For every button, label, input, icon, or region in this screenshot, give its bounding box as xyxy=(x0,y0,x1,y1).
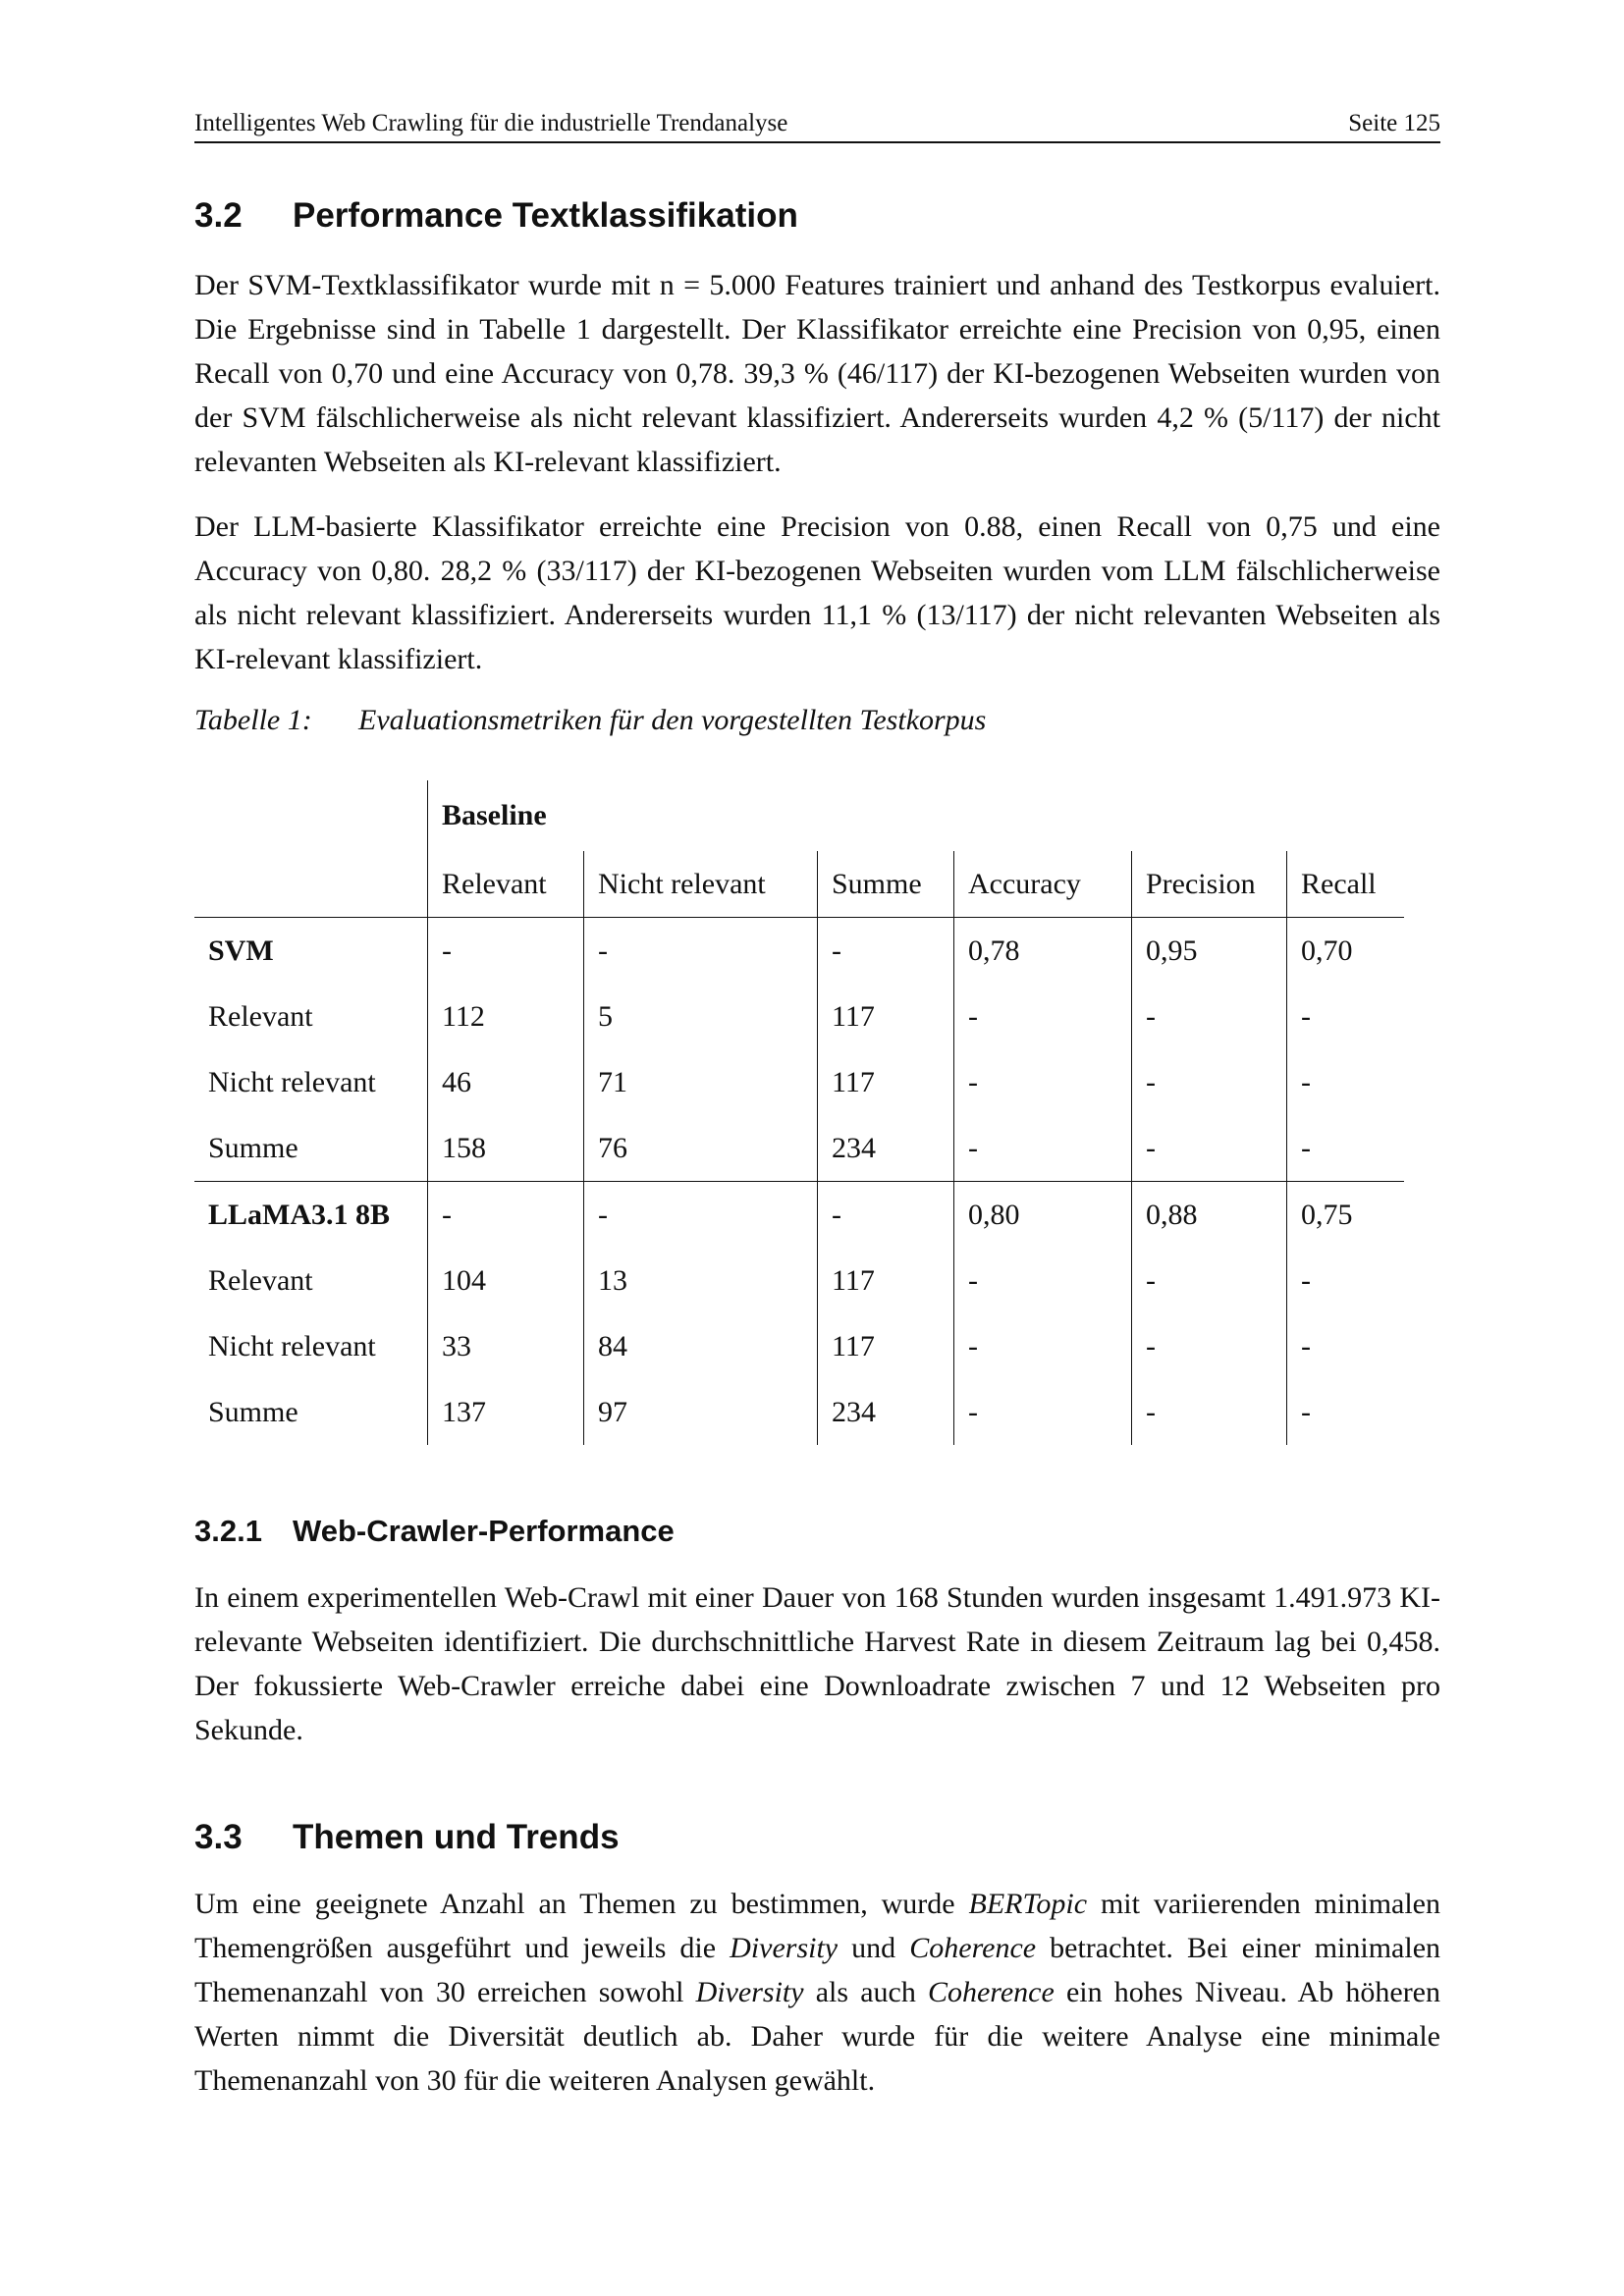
table-header-row xyxy=(194,851,1404,918)
running-header xyxy=(194,110,1440,137)
paragraph-crawler: In einem experimentellen Web-Crawl mit einer Dauer von 168 Stunden wurden insgesamt 1.491.973 KI-relevante Webseiten identifiziert. Die durchschnittliche Harvest Rate in diesem Zeitraum lag bei 0,458. Der fokussierte Web-Crawler erreiche dabei eine Downloadrate zwischen 7 und 12 Webseiten pro Sekunde. xyxy=(194,1581,1440,1746)
running-title: Intelligentes Web Crawling für die industrielle Trendanalyse xyxy=(194,110,788,136)
table-cell: 117 xyxy=(818,1248,954,1313)
table-cell: - xyxy=(1132,1115,1287,1182)
evaluation-table xyxy=(194,780,1404,1445)
caption-label: Tabelle 1: xyxy=(194,704,312,736)
table-cell: 104 xyxy=(428,1248,584,1313)
text: Um eine geeignete Anzahl an Themen zu bestimmen, wurde xyxy=(194,1888,969,1920)
table-cell: - xyxy=(1132,1248,1287,1313)
table-cell: 0,70 xyxy=(1287,918,1405,985)
text: betrachtet. Bei einer minimalen Themenanzahl von 30 erreichen sowohl xyxy=(194,1932,1441,2008)
row-label: SVM xyxy=(208,934,274,967)
section-number: 3.2.1 xyxy=(194,1514,262,1548)
table-cell: - xyxy=(1132,1379,1287,1445)
table-cell: 71 xyxy=(584,1049,818,1115)
table-cell: - xyxy=(954,1049,1132,1115)
table-cell: - xyxy=(428,1182,584,1249)
page-number: Seite 125 xyxy=(1348,110,1440,136)
column-header: Precision xyxy=(1132,851,1287,918)
table-cell: 76 xyxy=(584,1115,818,1182)
section-heading-3-2-1 xyxy=(194,1514,675,1549)
emphasis: BERTopic xyxy=(968,1888,1088,1920)
column-header: Nicht relevant xyxy=(584,851,818,918)
table-cell: - xyxy=(428,918,584,985)
paragraph-llm: Der LLM-basierte Klassifikator erreichte eine Precision von 0.88, einen Recall von 0,75 und eine Accuracy von 0,80. 28,2 % (33/117) der KI-bezogenen Webseiten wurden vom LLM fälschlicherweise als nicht relevant klassifiziert. Andererseits wurden 11,1 % (13/117) der nicht relevanten Webseiten als KI-relevant klassifiziert. xyxy=(194,510,1440,675)
table-cell: 0,88 xyxy=(1132,1182,1287,1249)
table-cell xyxy=(194,780,428,851)
table-row xyxy=(194,918,1404,985)
table-cell: 0,78 xyxy=(954,918,1132,985)
emphasis: Coherence xyxy=(927,1976,1055,2008)
table-cell: 0,80 xyxy=(954,1182,1132,1249)
table-cell: - xyxy=(954,984,1132,1049)
table-row xyxy=(194,1313,1404,1379)
table-cell: 137 xyxy=(428,1379,584,1445)
section-heading-3-2 xyxy=(194,196,798,236)
table-cell: 112 xyxy=(428,984,584,1049)
column-header: Summe xyxy=(818,851,954,918)
table-row xyxy=(194,1115,1404,1182)
header-rule xyxy=(194,141,1440,143)
text: mit variierenden minimalen Themengrößen ausgeführt und jeweils die xyxy=(194,1888,1440,1964)
section-title: Themen und Trends xyxy=(293,1818,620,1856)
table-group-header-row xyxy=(194,780,1404,851)
table-cell: - xyxy=(1287,1379,1405,1445)
table-caption xyxy=(194,704,986,737)
row-label: Relevant xyxy=(208,999,313,1033)
text: ein hohes Niveau. Ab höheren Werten nimmt die Diversität deutlich ab. Daher wurde für die weitere Analyse eine minimale Themenanzahl von 30 für die weiteren Analysen gewählt. xyxy=(194,1976,1440,2097)
section-number: 3.3 xyxy=(194,1818,243,1856)
row-label: LLaMA3.1 8B xyxy=(208,1198,391,1231)
table-cell: 117 xyxy=(818,1313,954,1379)
table-cell: - xyxy=(584,918,818,985)
table-cell: - xyxy=(818,1182,954,1249)
caption-text: Evaluationsmetriken für den vorgestellten Testkorpus xyxy=(358,704,987,736)
table-cell: 234 xyxy=(818,1115,954,1182)
paragraph-topics xyxy=(194,1882,1440,2103)
table-cell: - xyxy=(1287,1115,1405,1182)
table-cell: 0,95 xyxy=(1132,918,1287,985)
paragraph-svm: Der SVM-Textklassifikator wurde mit n = 5.000 Features trainiert und anhand des Testkorpus evaluiert. Die Ergebnisse sind in Tabelle 1 dargestellt. Der Klassifikator erreichte eine Precision von 0,95, einen Recall von 0,70 und eine Accuracy von 0,78. 39,3 % (46/117) der KI-bezogenen Webseiten wurden von der SVM fälschlicherweise als nicht relevant klassifiziert. Andererseits wurden 4,2 % (5/117) der nicht relevanten Webseiten als KI-relevant klassifiziert. xyxy=(194,269,1440,478)
table-row xyxy=(194,1182,1404,1249)
section-title: Performance Textklassifikation xyxy=(293,196,798,235)
table-row xyxy=(194,1379,1404,1445)
column-header: Recall xyxy=(1287,851,1405,918)
table-cell: 84 xyxy=(584,1313,818,1379)
text: als auch xyxy=(803,1976,928,2008)
table-cell: - xyxy=(584,1182,818,1249)
table-row xyxy=(194,1248,1404,1313)
table-row xyxy=(194,1049,1404,1115)
section-heading-3-3 xyxy=(194,1818,620,1857)
section-number: 3.2 xyxy=(194,196,243,235)
section-title: Web-Crawler-Performance xyxy=(293,1514,675,1548)
row-label: Nicht relevant xyxy=(208,1329,376,1362)
row-label: Summe xyxy=(208,1395,298,1428)
emphasis: Coherence xyxy=(909,1932,1037,1964)
table-cell: - xyxy=(1132,984,1287,1049)
table-cell: 33 xyxy=(428,1313,584,1379)
table-cell: 117 xyxy=(818,984,954,1049)
table-cell: - xyxy=(954,1379,1132,1445)
table-cell: - xyxy=(1287,1049,1405,1115)
table-row xyxy=(194,984,1404,1049)
table-cell: - xyxy=(954,1313,1132,1379)
table-cell: 46 xyxy=(428,1049,584,1115)
table-cell: 234 xyxy=(818,1379,954,1445)
table-cell: 117 xyxy=(818,1049,954,1115)
row-label: Summe xyxy=(194,1115,428,1182)
text: und xyxy=(838,1932,910,1964)
table-cell: - xyxy=(1287,1248,1405,1313)
table-cell: 97 xyxy=(584,1379,818,1445)
table-cell: - xyxy=(1132,1049,1287,1115)
row-label: Relevant xyxy=(208,1263,313,1297)
table-cell: - xyxy=(1287,984,1405,1049)
column-header xyxy=(194,851,428,918)
table-cell: - xyxy=(818,918,954,985)
emphasis: Diversity xyxy=(695,1976,804,2008)
row-label: Nicht relevant xyxy=(208,1065,376,1098)
table-cell: - xyxy=(1287,1313,1405,1379)
table-cell: - xyxy=(954,1115,1132,1182)
column-header: Relevant xyxy=(428,851,584,918)
table-cell: 0,75 xyxy=(1287,1182,1405,1249)
table-cell: 13 xyxy=(584,1248,818,1313)
table-cell: 158 xyxy=(428,1115,584,1182)
table-cell: 5 xyxy=(584,984,818,1049)
group-header: Baseline xyxy=(428,780,1405,851)
table-cell: - xyxy=(1132,1313,1287,1379)
column-header: Accuracy xyxy=(954,851,1132,918)
emphasis: Diversity xyxy=(730,1932,839,1964)
table-cell: - xyxy=(954,1248,1132,1313)
